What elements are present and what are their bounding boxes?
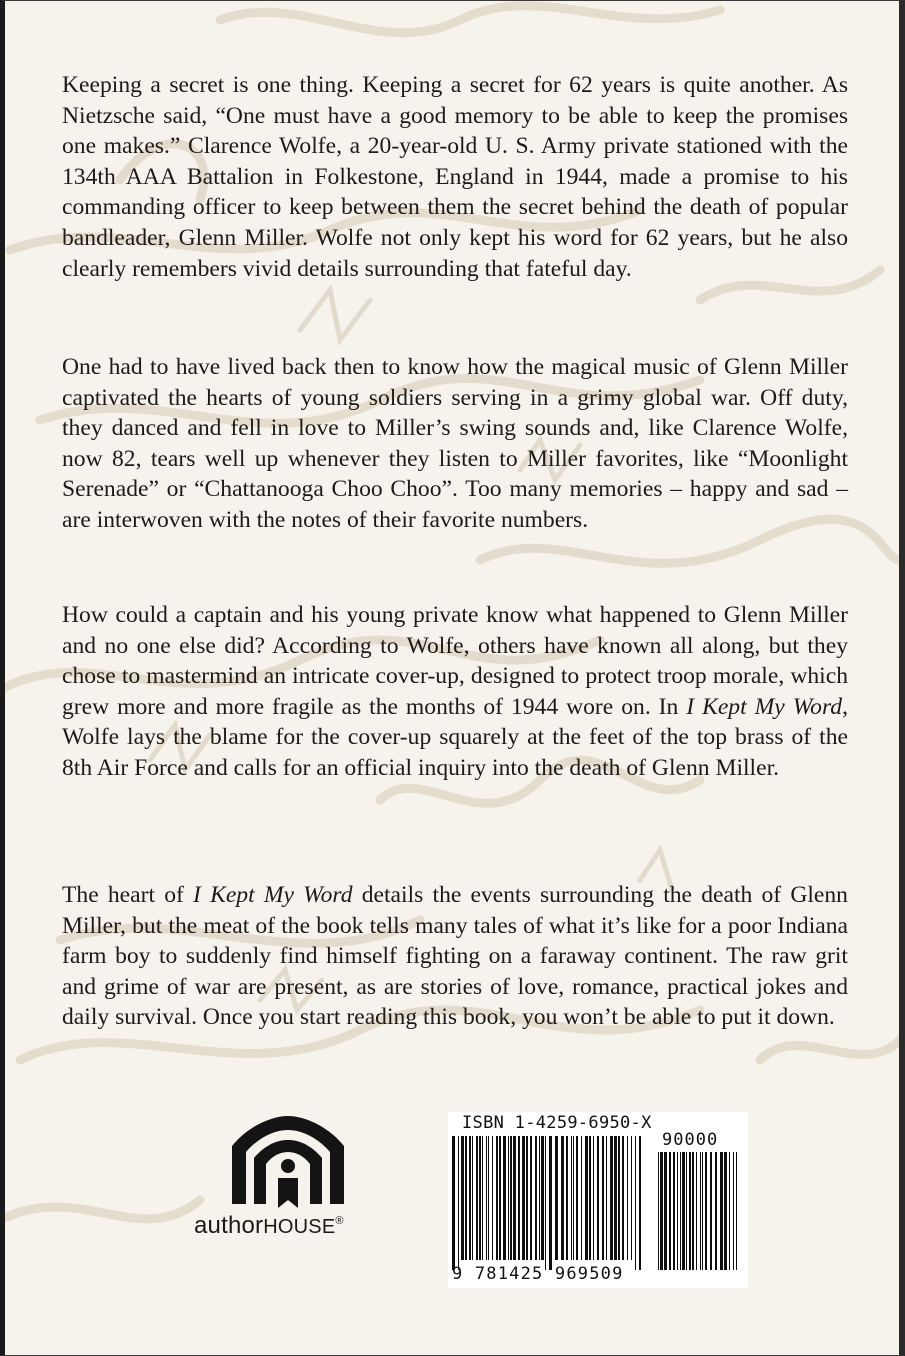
- paragraph-3-text-end: , Wolfe lays the blame for the cover-up squarely at the feet of the top brass of the 8th Air Force and calls for an official inquiry into the death of Glenn Miller.: [62, 693, 848, 781]
- ean-digits: 9 781425 969509: [452, 1264, 624, 1284]
- authorhouse-book-arch-icon: [228, 1112, 348, 1212]
- book-title-italic: I Kept My Word: [686, 693, 843, 720]
- blurb-paragraph-3: [62, 600, 848, 784]
- price-code: 90000: [662, 1130, 719, 1150]
- addon-barcode-bars: [658, 1152, 740, 1270]
- book-title-italic: I Kept My Word: [193, 882, 353, 908]
- paragraph-3-text-start: How could a captain and his young private know what happened to Glenn Miller and no one else did? According to Wolfe, others have known all along, but they chose to mastermind an intricate cover-up, designed to protect troop morale, which grew more and more fragile as the months of 1944 wore on. In: [62, 602, 848, 720]
- ean-barcode-bars: [452, 1136, 642, 1270]
- paragraph-4-text-start: The heart of: [62, 882, 194, 908]
- isbn-barcode: [448, 1112, 748, 1288]
- blurb-paragraph-2: One had to have lived back then to know how the magical music of Glenn Miller captivated the hearts of young soldiers serving in a grimy global war. Off duty, they danced and fell in love to Miller’s swing sounds and, like Clarence Wolfe, now 82, tears well up whenever they listen to Miller favorites, like “Moonlight Serenade” or “Chattanooga Choo Choo”. Too many memories – happy and sad – are interwoven with the notes of their favorite numbers.: [62, 354, 848, 533]
- publisher-name-caps: HOUSE: [263, 1216, 336, 1238]
- registered-mark: ®: [335, 1215, 344, 1227]
- blurb-paragraph-1: Keeping a secret is one thing. Keeping a secret for 62 years is quite another. As Nietzsche said, “One must have a good memory to be able to keep the promises one makes.” Clarence Wolfe, a 20-year-old U. S. Army private stationed with the 134th AAA Battalion in Folkestone, England in 1944, made a promise to his commanding officer to keep between them the secret behind the death of popular bandleader, Glenn Miller. Wolfe not only kept his word for 62 years, but he also clearly remembers vivid details surrounding that fateful day.: [62, 72, 848, 282]
- isbn-number: ISBN 1-4259-6950-X: [462, 1113, 652, 1133]
- publisher-name: [194, 1212, 394, 1240]
- blurb-paragraph-4: [62, 880, 848, 1033]
- publisher-logo: [188, 1112, 398, 1252]
- publisher-name-lower: author: [194, 1212, 264, 1239]
- paragraph-4-text-end: details the events surrounding the death of Glenn Miller, but the meat of the book tells many tales of what it’s like for a poor Indiana farm boy to suddenly find himself fighting on a faraway continent. The raw grit and grime of war are present, as are stories of love, romance, practical jokes and daily survival. Once you start reading this book, you won’t be able to put it down.: [62, 882, 848, 1031]
